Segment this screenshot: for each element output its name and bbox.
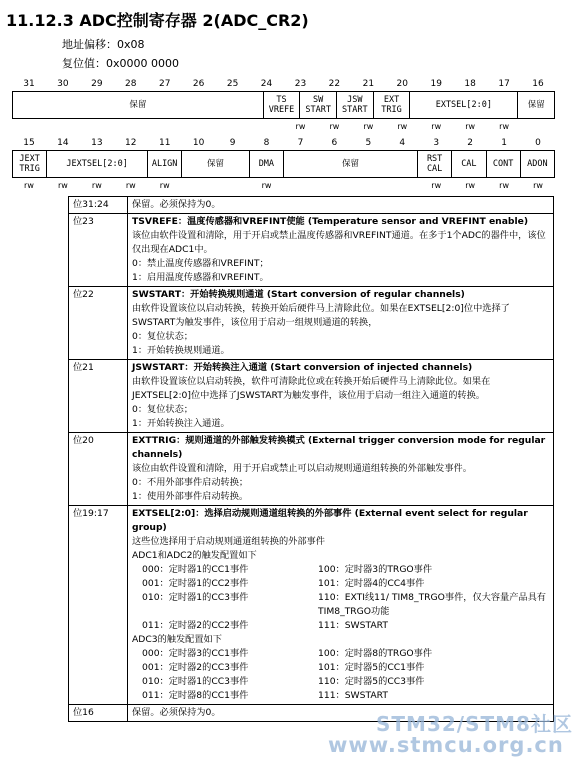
- bit-position: 位16: [69, 705, 128, 722]
- access-type: rw: [363, 122, 374, 131]
- access-type: rw: [431, 122, 442, 131]
- access-type: rw: [533, 181, 543, 190]
- bit-number: 11: [158, 138, 171, 148]
- table-row: [69, 287, 554, 360]
- access-type: rw: [24, 181, 34, 190]
- register-field: 保留: [13, 92, 264, 118]
- bit-description: [128, 433, 554, 506]
- description-line: 1：开始转换注入通道。: [132, 418, 230, 429]
- bit-number: 28: [125, 79, 137, 89]
- bit-number: 0: [535, 138, 541, 148]
- access-type: rw: [295, 122, 306, 131]
- register-field: CONT: [487, 151, 521, 177]
- register-field: 保留: [284, 151, 418, 177]
- access-type: [80, 122, 114, 131]
- trigger-option: 100：定时器3的TRGO事件: [318, 564, 433, 575]
- description-line: 该位由软件设置和清除，用于开启或禁止可以启动规则通道组转换的外部触发事件。: [132, 463, 472, 474]
- bit-number: 14: [57, 138, 69, 148]
- access-type: [216, 181, 250, 190]
- access-type: rw: [499, 181, 510, 190]
- bit-number: 31: [23, 79, 35, 89]
- register-field: 保留: [182, 151, 250, 177]
- lower-access-row: [12, 181, 555, 190]
- bit-number: 21: [362, 79, 375, 89]
- bit-number: 19: [430, 79, 442, 89]
- register-field: DMA: [250, 151, 284, 177]
- description-line: 1：启用温度传感器和VREFINT。: [132, 272, 269, 283]
- reset-value: 复位值：0x0000 0000: [62, 57, 179, 70]
- access-type: rw: [125, 181, 136, 190]
- section-title: 11.12.3 ADC控制寄存器 2(ADC_CR2): [6, 11, 309, 30]
- trigger-option: 101：定时器4的CC4事件: [318, 578, 425, 589]
- bit-description: [128, 197, 554, 214]
- register-field: TS VREFE: [264, 92, 301, 118]
- trigger-option: 011：定时器8的CC1事件: [142, 690, 249, 701]
- bit-position: 位22: [69, 287, 128, 360]
- access-type: rw: [91, 181, 102, 190]
- trigger-option-row: [132, 591, 549, 619]
- bit-number: 17: [498, 79, 510, 89]
- access-type: [148, 122, 182, 131]
- description-line: 该位由软件设置和清除，用于开启或禁止温度传感器和VREFINT通道。在多于1个ADC的器件中，该位仅出现在ADC1中。: [132, 230, 546, 255]
- access-type: rw: [465, 122, 476, 131]
- trigger-option: 100：定时器8的TRGO事件: [318, 648, 433, 659]
- access-type: [385, 181, 419, 190]
- description-line: 保留。必须保持为0。: [132, 199, 221, 210]
- trigger-option: 000：定时器3的CC1事件: [142, 648, 249, 659]
- config-label: ADC1和ADC2的触发配置如下: [132, 550, 257, 561]
- register-field: JSW START: [337, 92, 374, 118]
- bit-number: 6: [331, 138, 338, 148]
- access-type: rw: [57, 181, 68, 190]
- bit-number: 8: [263, 138, 270, 148]
- access-type: rw: [329, 122, 340, 131]
- bit-description: [128, 214, 554, 287]
- register-field: RST CAL: [418, 151, 452, 177]
- access-type: [12, 122, 46, 131]
- description-line: 保留。必须保持为0。: [132, 707, 221, 718]
- bit-number: 23: [294, 79, 307, 89]
- access-type: [182, 181, 216, 190]
- description-line: 1：使用外部事件启动转换。: [132, 491, 249, 502]
- access-type: [46, 122, 80, 131]
- register-field: ALIGN: [148, 151, 182, 177]
- access-type: [182, 122, 216, 131]
- trigger-option: 000：定时器1的CC1事件: [142, 564, 249, 575]
- register-field: JEXT TRIG: [13, 151, 47, 177]
- bit-description: [128, 287, 554, 360]
- bit-position: 位23: [69, 214, 128, 287]
- access-type: [317, 181, 351, 190]
- register-field: CAL: [452, 151, 486, 177]
- trigger-option-row: [132, 563, 549, 577]
- trigger-option-row: [132, 577, 549, 591]
- description-line: 0：复位状态；: [132, 331, 193, 342]
- field-heading: SWSTART：开始转换规则通道 (Start conversion of regular channels): [132, 289, 465, 300]
- config-label: ADC3的触发配置如下: [132, 634, 222, 645]
- lower-register-fields: [12, 150, 555, 178]
- bit-position: 位20: [69, 433, 128, 506]
- table-row: [69, 214, 554, 287]
- description-line: 0：不用外部事件启动转换；: [132, 477, 249, 488]
- upper-bit-numbers: [12, 79, 555, 89]
- watermark-line2: www.stmcu.org.cn: [328, 733, 564, 757]
- trigger-option: 111：SWSTART: [318, 620, 388, 631]
- trigger-option: 101：定时器5的CC1事件: [318, 662, 425, 673]
- description-line: 0：复位状态；: [132, 404, 193, 415]
- description-line: 0：禁止温度传感器和VREFINT；: [132, 258, 269, 269]
- bit-number: 7: [297, 138, 304, 148]
- bit-number: 13: [91, 138, 103, 148]
- trigger-option-row: [132, 619, 549, 633]
- bit-number: 2: [467, 138, 474, 148]
- bit-number: 20: [396, 79, 408, 89]
- register-field: EXT TRIG: [374, 92, 411, 118]
- bit-number: 3: [433, 138, 440, 148]
- trigger-option: 010：定时器1的CC3事件: [142, 592, 249, 603]
- access-type: [351, 181, 385, 190]
- bit-position: 位21: [69, 360, 128, 433]
- bit-number: 4: [399, 138, 406, 148]
- watermark-line1: STM32/STM8社区: [376, 712, 573, 736]
- register-field: 保留: [527, 100, 545, 110]
- bit-number: 18: [464, 79, 476, 89]
- access-type: rw: [397, 122, 408, 131]
- bit-number: 30: [57, 79, 69, 89]
- trigger-option: 110：定时器5的CC3事件: [318, 676, 425, 687]
- bit-number: 9: [229, 138, 236, 148]
- bit-number: 22: [328, 79, 341, 89]
- address-offset: 地址偏移：0x08: [62, 38, 145, 51]
- table-row: [69, 433, 554, 506]
- trigger-option-row: [132, 647, 549, 661]
- upper-access-row: [12, 122, 555, 131]
- field-heading: EXTTRIG：规则通道的外部触发转换模式 (External trigger conversion mode for regular channels): [132, 435, 546, 460]
- trigger-option-row: [132, 661, 549, 675]
- trigger-option: 010：定时器1的CC3事件: [142, 676, 249, 687]
- register-field: ADON: [527, 159, 548, 169]
- bit-description: [128, 506, 554, 705]
- trigger-option: 011：定时器2的CC2事件: [142, 620, 249, 631]
- bit-number: 5: [365, 138, 372, 148]
- access-type: [114, 122, 148, 131]
- bit-position: 位19:17: [69, 506, 128, 705]
- access-type: rw: [431, 181, 442, 190]
- bit-description-table: [68, 196, 554, 722]
- description-line: 这些位选择用于启动规则通道组转换的外部事件: [132, 536, 325, 547]
- access-type: [521, 122, 555, 131]
- bit-number: 26: [192, 79, 205, 89]
- field-heading: TSVREFE：温度传感器和VREFINT使能 (Temperature sensor and VREFINT enable): [132, 216, 529, 227]
- trigger-option-row: [132, 675, 549, 689]
- upper-register-fields: [12, 91, 555, 119]
- trigger-option: 111：SWSTART: [318, 690, 388, 701]
- register-field: SW START: [300, 92, 337, 118]
- table-row: [69, 506, 554, 705]
- field-heading: JSWSTART：开始转换注入通道 (Start conversion of injected channels): [132, 362, 473, 373]
- bit-number: 1: [501, 138, 507, 148]
- trigger-option: 110：EXTI线11/ TIM8_TRGO事件，仅大容量产品具有TIM8_TRGO功能: [318, 592, 546, 617]
- bit-number: 24: [260, 79, 273, 89]
- description-line: 由软件设置该位以启动转换，转换开始后硬件马上清除此位。如果在EXTSEL[2:0]位中选择了SWSTART为触发事件，该位用于启动一组规则通道的转换，: [132, 303, 510, 328]
- bit-number: 15: [23, 138, 35, 148]
- access-type: [284, 181, 318, 190]
- lower-bit-numbers: [12, 138, 555, 148]
- trigger-option: 001：定时器1的CC2事件: [142, 578, 249, 589]
- trigger-option-row: [132, 689, 549, 703]
- description-line: 1：开始转换规则通道。: [132, 345, 230, 356]
- bit-number: 16: [532, 79, 544, 89]
- access-type: [216, 122, 250, 131]
- trigger-option: 001：定时器2的CC3事件: [142, 662, 249, 673]
- table-row: [69, 197, 554, 214]
- bit-number: 27: [158, 79, 171, 89]
- field-heading: EXTSEL[2:0]：选择启动规则通道组转换的外部事件 (External event select for regular group): [132, 508, 528, 533]
- access-type: [250, 122, 284, 131]
- bit-position: 位31:24: [69, 197, 128, 214]
- bit-number: 10: [192, 138, 205, 148]
- bit-number: 25: [226, 79, 239, 89]
- access-type: rw: [499, 122, 510, 131]
- bit-number: 29: [91, 79, 103, 89]
- register-field: EXTSEL[2:0]: [410, 92, 518, 118]
- register-field: JEXTSEL[2:0]: [47, 151, 148, 177]
- bit-description: [128, 360, 554, 433]
- description-line: 由软件设置该位以启动转换，软件可清除此位或在转换开始后硬件马上清除此位。如果在JEXTSEL[2:0]位中选择了JSWSTART为触发事件，该位用于启动一组注入通道的转换。: [132, 376, 491, 401]
- access-type: rw: [261, 181, 272, 190]
- access-type: rw: [159, 181, 170, 190]
- table-row: [69, 360, 554, 433]
- access-type: rw: [465, 181, 476, 190]
- bit-number: 12: [125, 138, 137, 148]
